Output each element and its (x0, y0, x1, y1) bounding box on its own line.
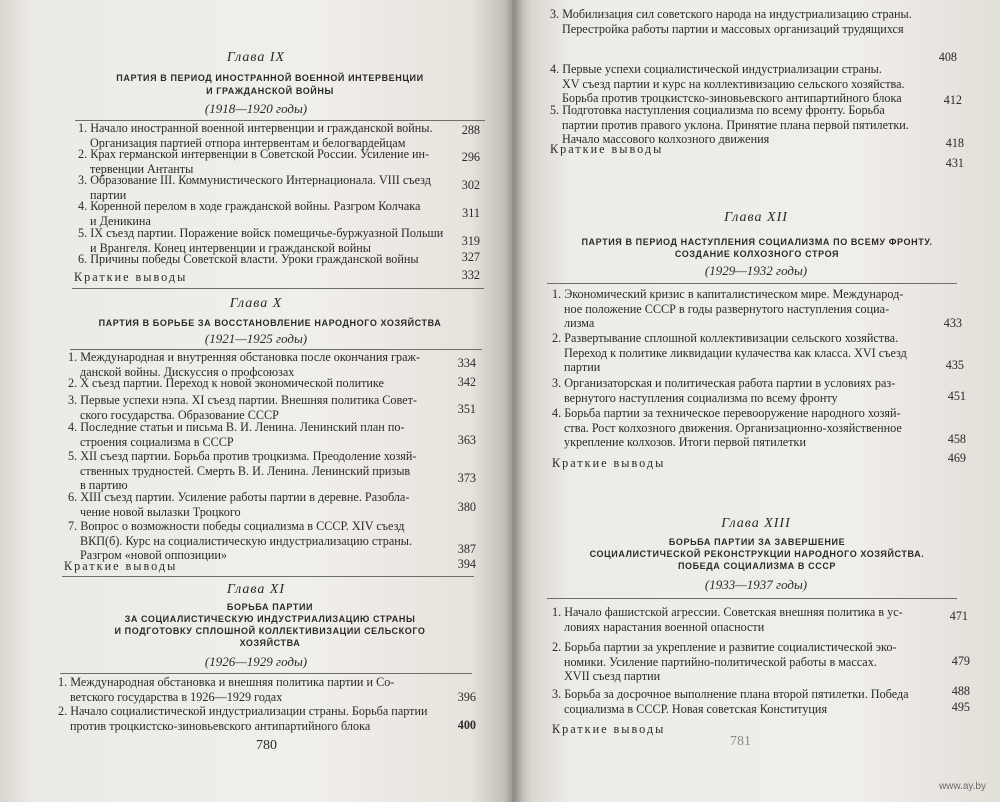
toc-page-number: 451 (947, 389, 966, 403)
summary-page-number: 394 (457, 557, 476, 571)
chapter-13-heading-2: СОЦИАЛИСТИЧЕСКОЙ РЕКОНСТРУКЦИИ НАРОДНОГО ХОЗЯЙСТВА. (589, 549, 925, 559)
page-number-right: 781 (730, 734, 751, 749)
toc-entry-line: 3. Первые успехи нэпа. XI съезд партии. Внешняя политика Совет- (68, 393, 417, 407)
chapter-11-heading-1: БОРЬБА ПАРТИИ (226, 602, 314, 612)
chapter-13-heading-3: ПОБЕДА СОЦИАЛИЗМА В СССР (677, 561, 837, 571)
chapter-11-title: Глава XI (226, 582, 286, 597)
toc-entry (68, 490, 450, 519)
divider (547, 283, 957, 284)
toc-entry (68, 376, 450, 391)
toc-entry (552, 406, 936, 450)
toc-entry (68, 420, 450, 449)
toc-entry-line: в партию (80, 478, 128, 492)
toc-entry-line: 2. Крах германской интервенции в Советской России. Усиление ин- (78, 147, 430, 161)
toc-entry-line: ского государства. Образование СССР (80, 407, 279, 422)
toc-page-number: 327 (461, 250, 480, 264)
chapter-12-title: Глава XII (724, 210, 788, 225)
chapter-9-title: Глава IX (226, 50, 286, 65)
toc-page-number: 296 (461, 150, 480, 164)
toc-entry-line: 3. Образование III. Коммунистического Интернационала. VIII съезд (78, 173, 431, 187)
divider (60, 673, 472, 674)
toc-page-number: 435 (945, 358, 964, 372)
toc-entry (552, 331, 936, 375)
watermark: www.ay.by (938, 781, 986, 792)
toc-entry-line: 2. Начало социалистической индустриализации страны. Борьба партии (58, 704, 428, 718)
toc-entry (78, 121, 448, 150)
toc-entry-line: 7. Вопрос о возможности победы социализма в СССР. XIV съезд (68, 519, 405, 533)
divider (62, 576, 474, 577)
toc-entry-line: 3. Организаторская и политическая работа партии в условиях раз- (552, 376, 896, 390)
toc-entry (78, 173, 448, 202)
toc-entry-line: Организация партией отпора интервентам и белогвардейцам (90, 135, 406, 150)
toc-entry-line: Начало массового колхозного движения (562, 132, 770, 146)
toc-entry (550, 103, 930, 147)
toc-entry-line: 1. Международная обстановка и внешняя политика партии и Со- (58, 675, 395, 689)
summary-label: Краткие выводы (552, 722, 666, 736)
toc-page-number: 488 (951, 684, 970, 698)
toc-entry (78, 147, 448, 176)
toc-entry-line: вернутого наступления социализма по всему фронту (564, 390, 838, 405)
toc-entry-line: Борьба против троцкистско-зиновьевского антипартийного блока (562, 91, 902, 105)
toc-page-number: 387 (457, 542, 476, 556)
divider (547, 598, 957, 599)
toc-entry (58, 675, 450, 704)
toc-page-number: 311 (462, 206, 480, 220)
toc-entry-line: и Врангеля. Конец интервенции и гражданской войны (90, 240, 371, 255)
toc-page-number: 495 (951, 700, 970, 714)
chapter-10-title: Глава X (229, 296, 283, 311)
chapter-12-heading-2: СОЗДАНИЕ КОЛХОЗНОГО СТРОЯ (674, 249, 840, 259)
toc-entry-line: 6. Причины победы Советской власти. Уроки гражданской войны (78, 252, 419, 266)
toc-page-number: 433 (943, 316, 962, 330)
toc-entry-line: ственных трудностей. Смерть В. И. Ленина. Ленинский призыв (80, 463, 411, 478)
toc-entry-line: чение новой вылазки Троцкого (80, 504, 241, 519)
toc-page-number: 396 (457, 690, 476, 704)
toc-entry-line: XV съезд партии и курс на коллективизацию сельского хозяйства. (562, 76, 905, 91)
chapter-9-heading-1: ПАРТИЯ В ПЕРИОД ИНОСТРАННОЙ ВОЕННОЙ ИНТЕРВЕНЦИИ (116, 73, 424, 83)
toc-entry-line: ства. Рост колхозного движения. Организационно-хозяйственное (564, 420, 902, 435)
toc-entry-line: данской войны. Дискуссия о профсоюзах (80, 364, 295, 379)
toc-entry (552, 687, 942, 716)
toc-page-number: 319 (461, 234, 480, 248)
page-number-left: 780 (256, 738, 277, 753)
toc-entry-line: партии (564, 360, 601, 374)
toc-entry-line: 3. Мобилизация сил советского народа на индустриализацию страны. (550, 7, 912, 21)
toc-entry-line: 2. Развертывание сплошной коллективизации сельского хозяйства. (552, 331, 899, 345)
toc-entry-line: тервенции Антанты (90, 161, 194, 176)
toc-entry (78, 199, 448, 228)
toc-entry-line: 5. Подготовка наступления социализма по всему фронту. Борьба (550, 103, 885, 117)
toc-entry-line: ное положение СССР в годы развернутого наступления социа- (564, 301, 890, 316)
toc-entry-line: Разгром «новой оппозиции» (80, 548, 227, 562)
toc-entry (78, 252, 448, 267)
chapter-11-heading-3: И ПОДГОТОВКУ СПЛОШНОЙ КОЛЛЕКТИВИЗАЦИИ СЕЛЬСКОГО (114, 626, 426, 636)
toc-entry (552, 376, 936, 405)
book-gutter (505, 0, 523, 802)
toc-page-number: 418 (945, 136, 964, 150)
toc-entry-line: 4. Последние статьи и письма В. И. Ленина. Ленинский план по- (68, 420, 405, 434)
toc-entry (550, 7, 930, 36)
chapter-13-heading-1: БОРЬБА ПАРТИИ ЗА ЗАВЕРШЕНИЕ (668, 537, 846, 547)
toc-page-number: 458 (947, 432, 966, 446)
toc-entry-line: партии (90, 187, 127, 202)
chapter-13-years: (1933—1937 годы) (704, 577, 808, 592)
toc-entry (68, 393, 450, 422)
toc-entry-line: строения социализма в СССР (80, 434, 234, 449)
toc-page-number: 412 (943, 93, 962, 107)
chapter-10-heading-1: ПАРТИЯ В БОРЬБЕ ЗА ВОССТАНОВЛЕНИЕ НАРОДНОГО ХОЗЯЙСТВА (98, 318, 442, 328)
toc-entry-line: 6. XIII съезд партии. Усиление работы партии в деревне. Разобла- (68, 490, 410, 504)
toc-entry-line: 3. Борьба за досрочное выполнение плана второй пятилетки. Победа (552, 687, 909, 701)
toc-entry (552, 605, 942, 634)
toc-entry-line: 1. Начало фашистской агрессии. Советская внешняя политика в ус- (552, 605, 903, 619)
toc-entry (78, 226, 448, 255)
chapter-10-years: (1921—1925 годы) (204, 331, 308, 346)
toc-entry-line: 4. Первые успехи социалистической индустриализации страны. (550, 62, 882, 76)
divider (72, 288, 484, 289)
chapter-11-heading-4: ХОЗЯЙСТВА (239, 638, 301, 648)
toc-entry-line: ловиях нарастания военной опасности (564, 619, 765, 634)
toc-entry-line: 2. X съезд партии. Переход к новой экономической политике (68, 376, 384, 390)
summary-label: Краткие выводы (550, 142, 664, 156)
toc-entry (552, 287, 936, 331)
toc-entry-line: 1. Начало иностранной военной интервенции и гражданской войны. (78, 121, 433, 135)
toc-entry-line: и Деникина (90, 213, 151, 228)
toc-entry-line: 1. Экономический кризис в капиталистическом мире. Международ- (552, 287, 904, 301)
toc-entry-line: XVII съезд партии (564, 669, 661, 683)
toc-entry-line: Переход к политике ликвидации кулачества как класса. XVI съезд (564, 345, 907, 360)
chapter-13-title: Глава XIII (721, 516, 791, 531)
toc-entry (68, 350, 450, 379)
toc-page-number: 342 (457, 375, 476, 389)
toc-entry-line: партии против правого уклона. Принятие плана первой пятилетки. (562, 117, 909, 132)
toc-entry (58, 704, 450, 733)
toc-page-number: 302 (461, 178, 480, 192)
summary-label: Краткие выводы (552, 456, 666, 470)
toc-entry-line: 4. Коренной перелом в ходе гражданской войны. Разгром Колчака (78, 199, 421, 213)
toc-entry-line: ветского государства в 1926—1929 годах (70, 689, 283, 704)
toc-page-number: 471 (949, 609, 968, 623)
toc-entry-line: лизма (564, 316, 595, 330)
summary-label: Краткие выводы (74, 270, 188, 284)
toc-page-number: 363 (457, 433, 476, 447)
toc-page-number: 351 (457, 402, 476, 416)
chapter-12-years: (1929—1932 годы) (704, 263, 808, 278)
chapter-9-heading-2: И ГРАЖДАНСКОЙ ВОЙНЫ (206, 86, 334, 96)
toc-page-number: 380 (457, 500, 476, 514)
chapter-12-heading-1: ПАРТИЯ В ПЕРИОД НАСТУПЛЕНИЯ СОЦИАЛИЗМА ПО ВСЕМУ ФРОНТУ. (581, 237, 933, 247)
toc-page-number: 408 (938, 50, 957, 64)
toc-entry-line: 1. Международная и внутренняя обстановка после окончания граж- (68, 350, 421, 364)
toc-page-number: 288 (461, 123, 480, 137)
summary-page-number: 469 (947, 451, 966, 465)
toc-entry-line: номики. Усиление партийно-политической работы в массах. (564, 654, 877, 669)
toc-entry-line: 5. IX съезд партии. Поражение войск помещичье-буржуазной Польши (78, 226, 444, 240)
toc-entry-line: ВКП(б). Курс на социалистическую индустриализацию страны. (80, 533, 413, 548)
summary-page-number: 332 (461, 268, 480, 282)
toc-page-number: 400 (457, 718, 476, 732)
toc-entry-line: Перестройка работы партии и массовых организаций трудящихся (562, 21, 904, 36)
toc-page-number: 479 (951, 654, 970, 668)
summary-label: Краткие выводы (64, 559, 178, 573)
chapter-9-years: (1918—1920 годы) (204, 101, 308, 116)
toc-entry-line: против троцкистско-зиновьевского антипартийного блока (70, 718, 371, 733)
toc-entry (68, 519, 450, 563)
chapter-11-heading-2: ЗА СОЦИАЛИСТИЧЕСКУЮ ИНДУСТРИАЛИЗАЦИЮ СТРАНЫ (124, 614, 416, 624)
toc-page-number: 373 (457, 471, 476, 485)
toc-entry (550, 62, 930, 106)
toc-entry (68, 449, 450, 493)
summary-page-number: 431 (945, 156, 964, 170)
toc-entry-line: 5. XII съезд партии. Борьба против троцкизма. Преодоление хозяй- (68, 449, 417, 463)
chapter-11-years: (1926—1929 годы) (204, 654, 308, 669)
toc-entry (552, 640, 942, 684)
toc-entry-line: укрепление колхозов. Итоги первой пятилетки (564, 435, 806, 449)
toc-entry-line: 2. Борьба партии за укрепление и развитие социалистической эко- (552, 640, 897, 654)
toc-entry-line: 4. Борьба партии за техническое перевооружение народного хозяй- (552, 406, 901, 420)
toc-entry-line: социализма в СССР. Новая советская Конституция (564, 701, 828, 716)
toc-page-number: 334 (457, 356, 476, 370)
right-page (512, 0, 1000, 802)
